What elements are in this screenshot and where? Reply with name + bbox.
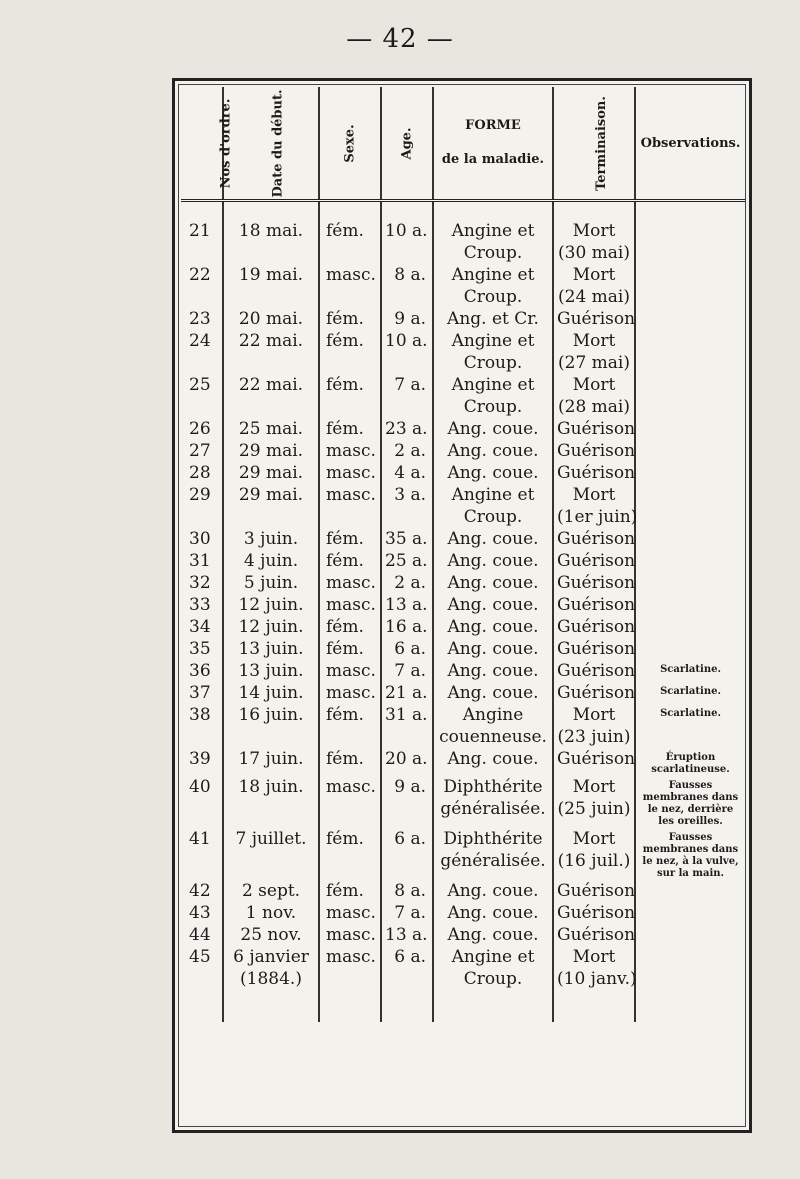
table-row [181,828,745,880]
cell-sexe: masc. [319,682,381,704]
table-row [181,946,745,1022]
cell-sexe: masc. [319,440,381,462]
cell-term: Guérison [553,594,635,616]
cell-date: 6 janvier (1884.) [223,946,319,1022]
table-row [181,462,745,484]
cell-age: 21 a. [381,682,433,704]
cell-num: 45 [181,946,223,1022]
cell-date: 20 mai. [223,308,319,330]
cell-date: 18 juin. [223,776,319,828]
cell-term: Guérison [553,924,635,946]
table-row [181,418,745,440]
cell-sexe: masc. [319,660,381,682]
table-row [181,572,745,594]
cell-forme: Ang. coue. [433,462,553,484]
cell-age: 10 a. [381,201,433,265]
cell-forme: Ang. coue. [433,594,553,616]
cell-term: Guérison [553,528,635,550]
cell-term: Guérison [553,748,635,776]
cell-num: 32 [181,572,223,594]
cell-forme: Ang. coue. [433,924,553,946]
cell-forme: Ang. coue. [433,638,553,660]
cell-date: 29 mai. [223,440,319,462]
cell-num: 37 [181,682,223,704]
cell-date: 4 juin. [223,550,319,572]
register-body [181,201,745,1023]
cell-date: 5 juin. [223,572,319,594]
cell-num: 25 [181,374,223,418]
header-age: Age. [381,87,433,201]
cell-term: Mort (28 mai) [553,374,635,418]
table-row [181,748,745,776]
cell-date: 25 nov. [223,924,319,946]
cell-obs [635,330,745,374]
cell-date: 13 juin. [223,660,319,682]
cell-obs [635,462,745,484]
cell-term: Guérison [553,616,635,638]
cell-date: 13 juin. [223,638,319,660]
table-row [181,374,745,418]
cell-sexe: fém. [319,201,381,265]
cell-num: 28 [181,462,223,484]
cell-sexe: masc. [319,462,381,484]
cell-forme: Angine et Croup. [433,946,553,1022]
cell-forme: Ang. coue. [433,572,553,594]
cell-forme: Ang. et Cr. [433,308,553,330]
cell-age: 7 a. [381,902,433,924]
cell-forme: Angine et Croup. [433,374,553,418]
cell-obs [635,924,745,946]
cell-term: Mort (24 mai) [553,264,635,308]
cell-date: 7 juillet. [223,828,319,880]
table-row [181,201,745,265]
cell-forme: Ang. coue. [433,660,553,682]
cell-forme: Ang. coue. [433,440,553,462]
cell-age: 23 a. [381,418,433,440]
cell-sexe: fém. [319,418,381,440]
cell-term: Mort (23 juin) [553,704,635,748]
cell-date: 22 mai. [223,374,319,418]
cell-term: Guérison [553,660,635,682]
cell-obs [635,201,745,265]
cell-age: 35 a. [381,528,433,550]
cell-term: Mort (1er juin) [553,484,635,528]
header-sexe: Sexe. [319,87,381,201]
table-row [181,440,745,462]
cell-sexe: masc. [319,594,381,616]
cell-num: 35 [181,638,223,660]
cell-obs: Éruption scarlatineuse. [651,752,730,775]
cell-sexe: masc. [319,924,381,946]
cell-sexe: fém. [319,374,381,418]
cell-num: 38 [181,704,223,748]
header-forme-line2: de la maladie. [441,152,545,167]
table-row [181,638,745,660]
cell-term: Guérison [553,418,635,440]
cell-age: 2 a. [381,572,433,594]
cell-age: 16 a. [381,616,433,638]
cell-num: 22 [181,264,223,308]
cell-num: 31 [181,550,223,572]
cell-age: 25 a. [381,550,433,572]
cell-obs [635,550,745,572]
cell-obs [635,484,745,528]
cell-sexe: masc. [319,484,381,528]
header-date: Date du début. [223,87,319,201]
cell-sexe: fém. [319,308,381,330]
cell-date: 16 juin. [223,704,319,748]
cell-term: Mort (27 mai) [553,330,635,374]
cell-term: Guérison [553,572,635,594]
cell-sexe: masc. [319,264,381,308]
table-row [181,704,745,748]
cell-date: 2 sept. [223,880,319,902]
cell-age: 8 a. [381,264,433,308]
table-row [181,550,745,572]
cell-num: 39 [181,748,223,776]
cell-num: 23 [181,308,223,330]
cell-age: 2 a. [381,440,433,462]
cell-sexe: masc. [319,946,381,1022]
cell-obs [635,594,745,616]
cell-num: 43 [181,902,223,924]
cell-sexe: fém. [319,550,381,572]
cell-obs [635,374,745,418]
cell-num: 34 [181,616,223,638]
cell-age: 6 a. [381,946,433,1022]
cell-forme: Ang. coue. [433,682,553,704]
cell-obs: Scarlatine. [660,686,721,697]
cell-age: 7 a. [381,660,433,682]
cell-obs: Fausses membranes dans le nez, derrière les oreilles. [642,780,739,827]
cell-date: 1 nov. [223,902,319,924]
cell-sexe: fém. [319,704,381,748]
cell-obs [635,440,745,462]
cell-date: 29 mai. [223,484,319,528]
cell-sexe: fém. [319,638,381,660]
cell-forme: Ang. coue. [433,880,553,902]
table-row [181,308,745,330]
cell-date: 18 mai. [223,201,319,265]
cell-term: Guérison [553,550,635,572]
cell-obs [635,264,745,308]
table-row [181,776,745,828]
cell-term: Mort (30 mai) [553,201,635,265]
cell-forme: Ang. coue. [433,528,553,550]
cell-term: Guérison [553,308,635,330]
cell-forme: Ang. coue. [433,616,553,638]
table-row [181,880,745,902]
cell-age: 6 a. [381,638,433,660]
header-forme [433,87,553,201]
cell-date: 25 mai. [223,418,319,440]
cell-date: 12 juin. [223,616,319,638]
cell-forme: Ang. coue. [433,748,553,776]
cell-num: 41 [181,828,223,880]
cell-term: Guérison [553,462,635,484]
cell-obs [635,902,745,924]
cell-num: 30 [181,528,223,550]
table-row [181,682,745,704]
cell-forme: Ang. coue. [433,550,553,572]
cell-sexe: masc. [319,776,381,828]
cell-forme: Angine et Croup. [433,484,553,528]
cell-sexe: masc. [319,572,381,594]
header-row [181,87,745,201]
table-row [181,924,745,946]
table-row [181,902,745,924]
cell-obs [635,880,745,902]
cell-obs: Fausses membranes dans le nez, à la vulve, sur la main. [642,832,739,879]
cell-age: 4 a. [381,462,433,484]
cell-forme: Angine et Croup. [433,330,553,374]
cell-num: 24 [181,330,223,374]
cell-date: 14 juin. [223,682,319,704]
header-num: Nos d'ordre. [181,87,223,201]
cell-num: 42 [181,880,223,902]
cell-sexe: fém. [319,330,381,374]
cell-age: 8 a. [381,880,433,902]
cell-forme: Diphthérite généralisée. [433,828,553,880]
cell-forme: Ang. coue. [433,902,553,924]
cell-forme: Diphthérite généralisée. [433,776,553,828]
cell-obs [635,946,745,1022]
cell-sexe: fém. [319,748,381,776]
cell-num: 26 [181,418,223,440]
cell-date: 17 juin. [223,748,319,776]
cell-num: 27 [181,440,223,462]
cell-num: 33 [181,594,223,616]
table-row [181,528,745,550]
table-row [181,594,745,616]
cell-age: 10 a. [381,330,433,374]
cell-term: Guérison [553,682,635,704]
cell-term: Guérison [553,440,635,462]
cell-num: 40 [181,776,223,828]
page-number: — 42 — [346,24,454,54]
cell-sexe: fém. [319,880,381,902]
cell-age: 6 a. [381,828,433,880]
cell-obs [635,638,745,660]
cell-term: Guérison [553,880,635,902]
table-row [181,484,745,528]
cell-term: Guérison [553,902,635,924]
cell-age: 7 a. [381,374,433,418]
cell-forme: Angine et Croup. [433,201,553,265]
cell-sexe: fém. [319,616,381,638]
cell-num: 21 [181,201,223,265]
cell-forme: Angine couenneuse. [433,704,553,748]
header-forme-line1: FORME [465,118,521,133]
cell-num: 36 [181,660,223,682]
cell-date: 19 mai. [223,264,319,308]
cell-date: 12 juin. [223,594,319,616]
cell-sexe: fém. [319,528,381,550]
cell-date: 3 juin. [223,528,319,550]
table-row [181,660,745,682]
cell-obs: Scarlatine. [660,708,721,719]
cell-obs [635,616,745,638]
cell-date: 29 mai. [223,462,319,484]
register-table-frame [172,78,752,1133]
cell-term: Mort (10 janv.) [553,946,635,1022]
cell-age: 9 a. [381,308,433,330]
cell-sexe: fém. [319,828,381,880]
cell-term: Mort (16 juil.) [553,828,635,880]
cell-obs [635,418,745,440]
cell-forme: Ang. coue. [433,418,553,440]
cell-age: 3 a. [381,484,433,528]
cell-term: Mort (25 juin) [553,776,635,828]
cell-obs [635,528,745,550]
cell-obs: Scarlatine. [660,664,721,675]
header-obs: Observations. [635,87,745,201]
cell-age: 9 a. [381,776,433,828]
cell-age: 20 a. [381,748,433,776]
cell-obs [635,308,745,330]
cell-num: 44 [181,924,223,946]
cell-age: 13 a. [381,924,433,946]
cell-term: Guérison [553,638,635,660]
header-term: Terminaison. [553,87,635,201]
cell-sexe: masc. [319,902,381,924]
cell-obs [635,572,745,594]
cell-age: 31 a. [381,704,433,748]
cell-num: 29 [181,484,223,528]
table-row [181,264,745,308]
cell-date: 22 mai. [223,330,319,374]
table-row [181,330,745,374]
register-table [181,87,745,1022]
table-row [181,616,745,638]
cell-age: 13 a. [381,594,433,616]
cell-forme: Angine et Croup. [433,264,553,308]
